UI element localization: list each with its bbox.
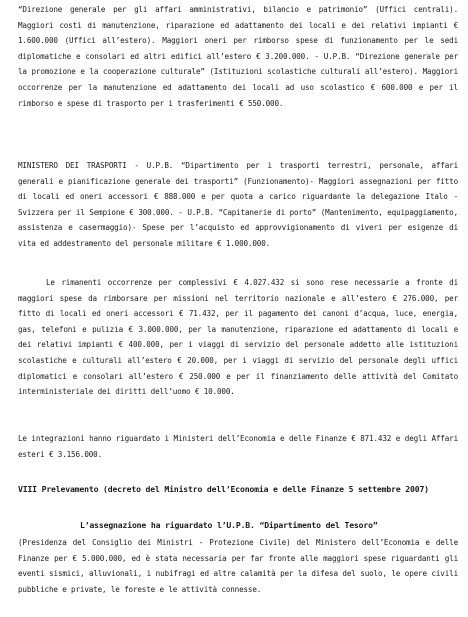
text-block-2 [18, 158, 458, 252]
text-block-4 [18, 431, 458, 462]
section-heading: VIII Prelevamento (decreto del Ministro dell’Economia e delle Finanze 5 settembre 2007) [18, 484, 429, 494]
paragraph-prelevamento: (Presidenza del Consiglio dei Ministri - Protezione Civile) del Ministero dell’Economia e delle Finanze per € 5.000.000, ed è stata necessaria per far fronte alle maggiori spese riguardanti gli eventi sismici, alluvionali, i nubifragi ed altre calamità per la difesa del suolo, le opere civili pubbliche e private, le foreste e le attività connesse. [18, 538, 458, 594]
paragraph-integrazioni: Le integrazioni hanno riguardato i Ministeri dell’Economia e delle Finanze € 871.432 e degli Affari esteri € 3.156.000. [18, 434, 458, 459]
text-block-3 [18, 275, 458, 400]
text-block-1 [18, 2, 458, 111]
paragraph-rimanenti-occorrenze: Le rimanenti occorrenze per complessivi € 4.027.432 si sono rese necessarie a fronte di maggiori spese da rimborsare per missioni nel territorio nazionale e all’estero € 276.000, per fitto di locali ed oneri accessori € 71.432, per il pagamento dei canoni d’acqua, luce, energia, gas, telefoni e pulizia € 3.000.000, per la manutenzione, riparazione ed adattamento di locali e dei relativi impianti € 400.000, per i viaggi di servizio del personale addetto alle istituzioni scolastiche e culturali all’estero € 20.000, per i viaggi di servizio del personale degli uffici diplomatici e consolari all’estero € 250.000 e per il finanziamento delle attività del Comitato interministeriale dei diritti dell’uomo € 10.000. [18, 278, 458, 397]
text-block-5 [18, 535, 458, 597]
paragraph-ministero-trasporti: MINISTERO DEI TRASPORTI - U.P.B. “Dipartimento per i trasporti terrestri, personale, affari generali e pianificazione generale dei trasporti” (Funzionamento)- Maggiori assegnazioni per fitto di locali ed oneri accessori € 888.000 e per quota a carico riguardante la delegazione Italo - Svizzera per il Sempione € 300.000. - U.P.B. “Capitanerie di porto” (Mantenimento, equipaggiamento, assistenza e casermaggio)- Spese per l’acquisto ed approvvigionamento di viveri per esigenze di vita ed addestramento del personale militare € 1.000.000. [18, 161, 458, 248]
section-subheading: L’assegnazione ha riguardato l’U.P.B. “Dipartimento del Tesoro” [80, 520, 378, 530]
paragraph-affari-esteri: “Direzione generale per gli affari amministrativi, bilancio e patrimonio” (Uffici centrali). Maggiori costi di manutenzione, riparazione ed adattamento dei locali e dei relativi impianti € 1.600.000 (Uffici all’estero). Maggiori oneri per rimborso spese di funzionamento per le sedi diplomatiche e consolari ed altri edifici all’estero € 3.200.000. - U.P.B. “Direzione generale per la promozione e la cooperazione culturale” (Istituzioni scolastiche culturali all’estero). Maggiori occorrenze per la manutenzione ed adattamento dei locali ad uso scolastico € 600.000 e per il rimborso e spese di trasporto per i trasferimenti € 550.000. [18, 5, 458, 108]
